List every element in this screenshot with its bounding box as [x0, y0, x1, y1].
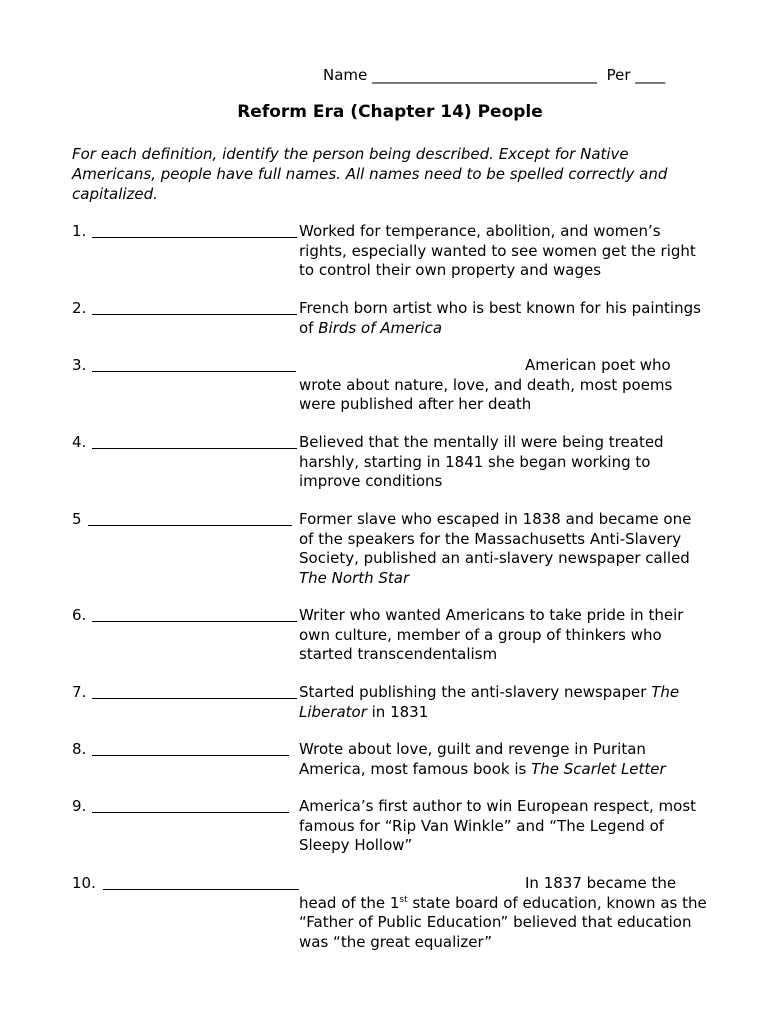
answer-blank[interactable]: [92, 433, 297, 449]
answer-blank[interactable]: [92, 797, 289, 813]
question-definition: [299, 874, 707, 952]
name-period-header: [323, 65, 665, 85]
question-number: 5: [72, 510, 82, 528]
definition-title: The Liberator: [299, 683, 680, 721]
name-label: Name: [323, 66, 368, 84]
period-blank[interactable]: ____: [635, 66, 666, 84]
name-blank[interactable]: ______________________________: [372, 66, 598, 84]
question-number: 1.: [72, 222, 87, 240]
question-number: 10.: [72, 874, 96, 892]
answer-blank[interactable]: [92, 356, 296, 372]
question-definition: [299, 356, 707, 415]
definition-text: Former slave who escaped in 1838 and became one of the speakers for the Massachusetts Anti-Slavery Society, published an anti-slavery newspaper called: [299, 510, 692, 567]
question-number: 8.: [72, 740, 87, 758]
definition-text: in 1831: [366, 702, 429, 721]
definition-text: In 1837 became the head of the 1: [299, 874, 677, 912]
period-label: Per: [606, 66, 631, 84]
answer-blank[interactable]: [88, 510, 292, 526]
definition-text: French born artist who is best known for his paintings of: [299, 299, 701, 337]
page-title: Reform Era (Chapter 14) People: [237, 102, 543, 122]
definition-title: The Scarlet Letter: [531, 759, 666, 778]
question-number: 6.: [72, 606, 87, 624]
instructions: For each definition, identify the person being described. Except for Native Americans, people have full names. All names need to be spelled correctly and capitalized.: [72, 145, 668, 203]
question-definition: [299, 299, 707, 338]
question-definition: [299, 510, 707, 588]
answer-blank[interactable]: [92, 222, 297, 238]
ordinal-suffix: st: [399, 894, 408, 905]
question-definition: [299, 740, 707, 779]
question-definition: Worked for temperance, abolition, and women’s rights, especially wanted to see women get the right to control their own property and wages: [299, 222, 696, 279]
definition-text: Wrote about love, guilt and revenge in Puritan America, most famous book is: [299, 740, 646, 778]
answer-blank[interactable]: [92, 606, 297, 622]
question-number: 2.: [72, 299, 87, 317]
question-number: 3.: [72, 356, 87, 374]
question-definition: [299, 683, 707, 722]
question-number: 9.: [72, 797, 87, 815]
definition-title: Birds of America: [318, 318, 443, 337]
answer-blank[interactable]: [92, 740, 289, 756]
definition-text: state board of education, known as the “Father of Public Education” believed that education was “the great equalizer”: [299, 893, 707, 951]
answer-blank[interactable]: [92, 299, 297, 315]
question-definition: Believed that the mentally ill were being treated harshly, starting in 1841 she began working to improve conditions: [299, 433, 664, 490]
answer-blank[interactable]: [92, 683, 297, 699]
question-definition: Writer who wanted Americans to take pride in their own culture, member of a group of thinkers who started transcendentalism: [299, 606, 684, 663]
answer-blank[interactable]: [103, 874, 299, 890]
definition-title: The North Star: [299, 568, 410, 587]
question-number: 4.: [72, 433, 87, 451]
definition-text: Started publishing the anti-slavery newspaper: [299, 683, 652, 701]
question-definition: America’s first author to win European respect, most famous for “Rip Van Winkle” and “The Legend of Sleepy Hollow”: [299, 797, 697, 854]
question-number: 7.: [72, 683, 87, 701]
definition-text: American poet who wrote about nature, love, and death, most poems were published after her death: [299, 356, 673, 413]
